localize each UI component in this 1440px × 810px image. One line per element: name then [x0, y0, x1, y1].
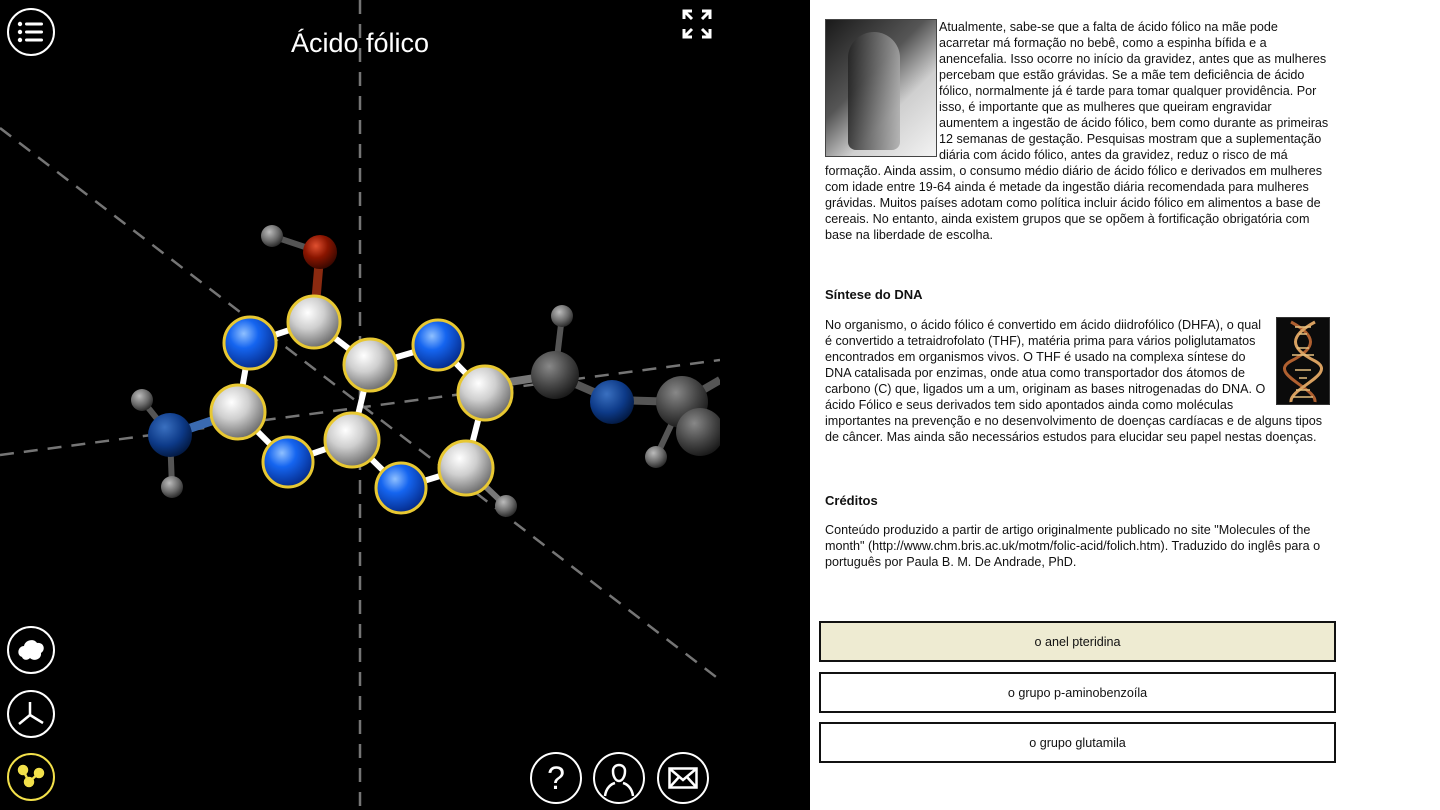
ball-stick-view-button[interactable]	[7, 753, 55, 801]
answer-option-pteridine[interactable]	[819, 621, 1336, 662]
atom-carbon	[211, 385, 265, 439]
atom-nitrogen	[413, 320, 463, 370]
answer-option-aminobenzoyl[interactable]	[819, 672, 1336, 713]
side-chain	[131, 225, 724, 517]
ball-stick-icon	[16, 762, 46, 792]
atom-carbon	[344, 339, 396, 391]
help-button[interactable]	[530, 752, 582, 804]
surface-view-button[interactable]	[7, 626, 55, 674]
fullscreen-button[interactable]	[681, 8, 713, 40]
atom-nitrogen	[224, 317, 276, 369]
surface-blob-icon	[16, 637, 46, 663]
atom-nitrogen	[376, 463, 426, 513]
atom-nitrogen	[263, 437, 313, 487]
axes-icon	[16, 699, 46, 729]
credits-text: Conteúdo produzido a partir de artigo originalmente publicado no site "Molecules of the month" (http://www.chm.bris.ac.uk/motm/folic-acid/folich.htm). Traduzido do inglês para o português por Paula B. M. De Andrade, PhD.	[825, 523, 1321, 569]
atom-carbon	[439, 441, 493, 495]
mail-button[interactable]	[657, 752, 709, 804]
intro-text: Atualmente, sabe-se que a falta de ácido fólico na mãe pode acarretar má formação no bebê, como a espinha bífida e a anencefalia. Isso ocorre no início da gravidez, antes que as mulheres percebam que estão grávidas. Se a mãe tem deficiência de ácido fólico, normalmente já é tarde para tomar qualquer providência. Por isso, é importante que as mulheres que queiram engravidar aumentem a ingestão de ácido fólico, bem como durante as primeiras 12 semanas de gestação. Pesquisas mostram que a suplementação diária com ácido fólico, antes da gravidez, reduz o risco de má formação. Ainda assim, o consumo médio diário de ácido fólico e derivados em mulheres com idade entre 19-64 ainda é metade da ingestão diária recomendada para mulheres grávidas. Muitos países adotam como política incluir ácido fólico em alimentos a base de cereais. No entanto, ainda existem grupos que se opõem à fortificação obrigatória com base na liberdade de escolha.	[825, 20, 1329, 242]
answer-option-glutamyl[interactable]	[819, 722, 1336, 763]
dna-text: No organismo, o ácido fólico é convertido em ácido diidrofólico (DHFA), o qual é convertido a tetraidrofolato (THF), matéria prima para vários poliglutamatos encontrados em organismos vivos. O THF é usado na complexa síntese do DNA catalisada por enzimas, onde atua como transportador dos átomos de carbono (C) que, ligados um a um, originam as bases nitrogenadas do DNA. O ácido Fólico e seus derivados tem sido apontados ainda como moléculas importantes na prevenção e no desenvolvimento de doenças cardíacas e de alguns tipos de câncer. Mas ainda são necessários estudos para elucidar seu papel nestas doenças.	[825, 318, 1323, 444]
answer-option-label: o grupo p-aminobenzoíla	[1007, 685, 1148, 700]
pregnant-woman-photo	[825, 19, 937, 157]
answer-option-label: o grupo glutamila	[1029, 735, 1126, 750]
fullscreen-expand-icon	[681, 8, 713, 40]
dna-section-title: Síntese do DNA	[825, 287, 923, 302]
profile-button[interactable]	[593, 752, 645, 804]
dna-section	[825, 317, 1330, 445]
info-panel[interactable]	[810, 0, 1440, 810]
atom-carbon	[288, 296, 340, 348]
molecule-title: Ácido fólico	[290, 28, 430, 58]
atom-carbon	[458, 366, 512, 420]
person-icon	[602, 759, 636, 797]
answer-option-label: o anel pteridina	[1034, 634, 1121, 649]
envelope-icon	[668, 767, 698, 789]
atom-carbon	[325, 413, 379, 467]
intro-section	[825, 19, 1330, 243]
axes-view-button[interactable]	[7, 690, 55, 738]
credits-section-title: Créditos	[825, 493, 878, 508]
dna-helix-image	[1276, 317, 1330, 405]
question-mark-icon: ?	[547, 760, 565, 796]
